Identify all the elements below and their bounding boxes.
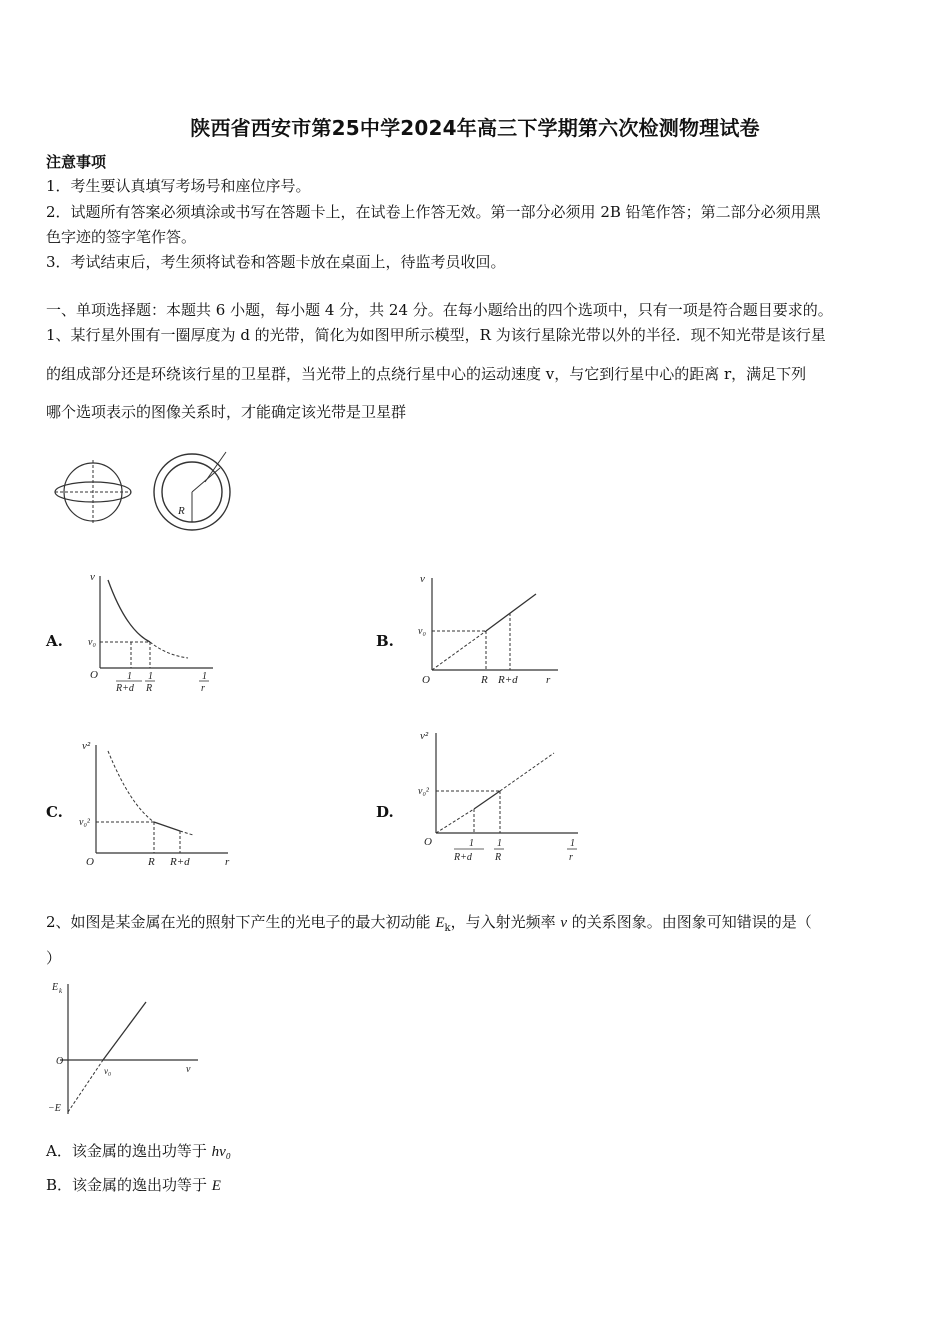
D-xend-den: r: [569, 852, 573, 863]
option-C-label: C.: [46, 803, 63, 821]
D-x2-num: 1: [497, 838, 502, 849]
B-origin: O: [422, 674, 430, 686]
D-x1-den: R+d: [454, 852, 472, 863]
A-y0: v₀: [88, 637, 96, 648]
q2-yneg: −E: [48, 1103, 61, 1114]
q2-ylabel-sub: k: [59, 987, 63, 995]
C-y0: v₀²: [79, 817, 90, 828]
notice-item-2-cont: 色字迹的签字笔作答。: [46, 228, 197, 246]
ring-label-R: R: [178, 505, 185, 517]
A-xend-num: 1: [202, 671, 207, 682]
q2-answer-B-expr: E: [211, 1178, 221, 1194]
option-A-graph: [88, 570, 218, 695]
notice-item-2: 2．试题所有答案必须填涂或书写在答题卡上，在试卷上作答无效。第一部分必须用 2B 铅笔作答；第二部分必须用黑: [46, 203, 821, 221]
q2-ek-sub: k: [444, 923, 451, 934]
planet-ring-figure: [50, 452, 250, 532]
q2-line-2: ）: [46, 949, 62, 967]
q2-text-pre: 2、如图是某金属在光的照射下产生的光电子的最大初动能: [46, 913, 436, 931]
q2-xlabel: ν: [186, 1064, 191, 1075]
q2-answer-A-text: A．该金属的逸出功等于: [46, 1142, 212, 1160]
q2-x0: ν₀: [104, 1066, 112, 1076]
option-D-graph: [414, 727, 590, 872]
q2-text-mid: ，与入射光频率: [450, 913, 561, 931]
B-x2: R+d: [498, 674, 518, 686]
q2-answer-A-expr: hν₀: [211, 1144, 231, 1160]
B-ylabel: v: [420, 573, 425, 585]
D-x1-num: 1: [469, 838, 474, 849]
D-xend-num: 1: [570, 838, 575, 849]
option-C-graph: [78, 735, 238, 870]
q2-nu: ν: [560, 915, 568, 931]
B-xend: r: [546, 674, 551, 686]
section-header: 一、单项选择题：本题共 6 小题，每小题 4 分，共 24 分。在每小题给出的四个选项中，只有一项是符合题目要求的。: [46, 301, 833, 319]
D-origin: O: [424, 836, 432, 848]
q2-text-post: 的关系图象。由图象可知错误的是（: [567, 913, 812, 931]
A-x1-num: 1: [127, 671, 132, 682]
q2-answer-A: [46, 1140, 231, 1161]
q2-answer-B: [46, 1174, 221, 1195]
q2-graph: [46, 978, 206, 1118]
A-x1-den: R+d: [116, 683, 134, 694]
option-B-graph: [418, 570, 568, 695]
q1-line-2: 的组成部分还是环绕该行星的卫星群，当光带上的点绕行星中心的运动速度 v，与它到行星中心的距离 r，满足下列: [46, 365, 807, 383]
notice-item-3: 3．考试结束后，考生须将试卷和答题卡放在桌面上，待监考员收回。: [46, 253, 506, 271]
B-y0: v₀: [418, 626, 426, 637]
A-x2-den: R: [146, 683, 153, 694]
notice-item-1: 1．考生要认真填写考场号和座位序号。: [46, 177, 311, 195]
A-xend-den: r: [201, 683, 205, 694]
option-B-label: B.: [376, 632, 394, 650]
D-ylabel: v²: [420, 730, 429, 742]
A-x2-num: 1: [148, 671, 153, 682]
B-x1: R: [481, 674, 488, 686]
option-A-label: A.: [46, 632, 63, 650]
option-D-label: D.: [376, 803, 394, 821]
notice-heading: 注意事项: [46, 153, 107, 171]
D-x2-den: R: [495, 852, 502, 863]
q1-line-1: 1、某行星外围有一圈厚度为 d 的光带，简化为如图甲所示模型，R 为该行星除光带以外的半径．现不知光带是该行星: [46, 326, 826, 344]
A-ylabel: v: [90, 571, 95, 583]
q2-origin: O: [56, 1056, 64, 1067]
q2-line-1: [46, 912, 908, 939]
C-x1: R: [148, 856, 155, 868]
page-title: 陕西省西安市第25中学2024年高三下学期第六次检测物理试卷: [190, 116, 760, 140]
C-origin: O: [86, 856, 94, 868]
q2-ylabel: E: [52, 982, 59, 993]
C-ylabel: v²: [82, 740, 91, 752]
D-y0: v₀²: [418, 786, 429, 797]
A-origin: O: [90, 669, 98, 681]
C-x2: R+d: [170, 856, 190, 868]
q1-line-3: 哪个选项表示的图像关系时，才能确定该光带是卫星群: [46, 403, 407, 421]
C-xend: r: [225, 856, 230, 868]
q2-answer-B-text: B．该金属的逸出功等于: [46, 1176, 212, 1194]
q2-ek: E: [435, 915, 445, 931]
